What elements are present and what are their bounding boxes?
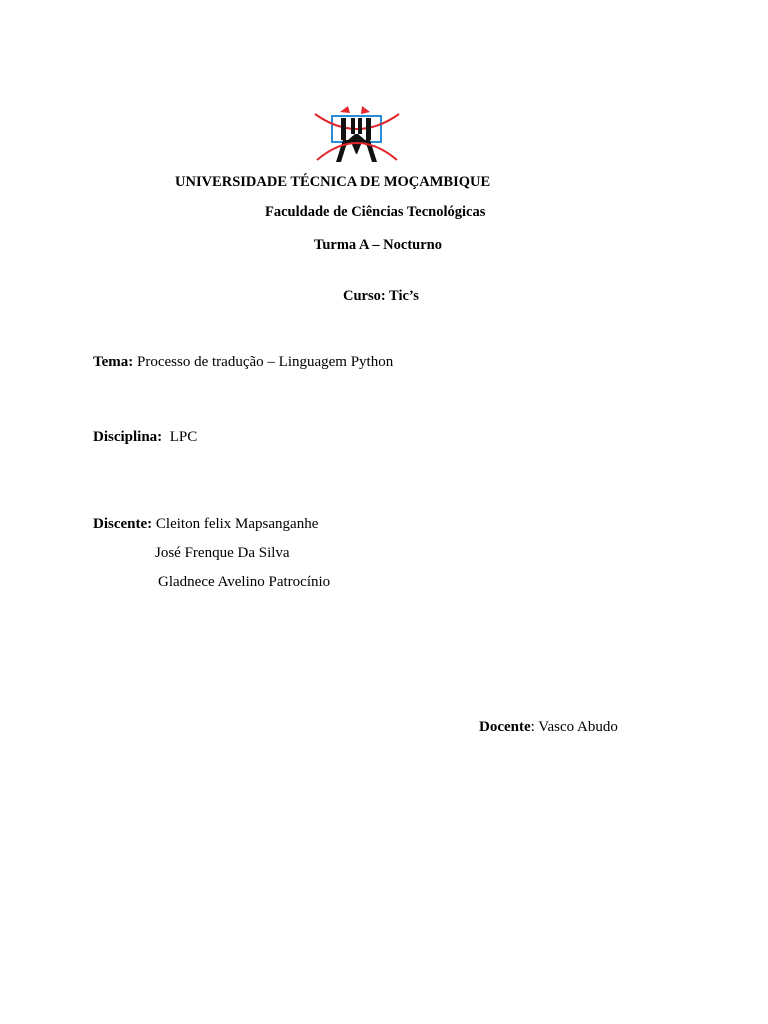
university-logo-icon <box>312 104 402 164</box>
theme-label: Tema: <box>93 354 134 370</box>
students-line <box>93 516 318 533</box>
student-name: Cleiton felix Mapsanganhe <box>152 516 319 532</box>
teacher-label: Docente <box>479 719 531 735</box>
faculty-name: Faculdade de Ciências Tecnológicas <box>265 204 486 220</box>
class-name: Turma A – Nocturno <box>314 237 442 253</box>
theme-value: Processo de tradução – Linguagem Python <box>133 354 394 370</box>
student-name: Gladnece Avelino Patrocínio <box>158 574 331 590</box>
student-name: José Frenque Da Silva <box>155 545 290 561</box>
teacher-line <box>479 719 618 736</box>
theme-line <box>93 354 393 371</box>
discipline-value: LPC <box>162 429 198 445</box>
discipline-label: Disciplina: <box>93 429 163 445</box>
course-name: Curso: Tic’s <box>343 288 419 304</box>
students-label: Discente: <box>93 516 153 532</box>
university-name: UNIVERSIDADE TÉCNICA DE MOÇAMBIQUE <box>175 174 491 190</box>
discipline-line <box>93 429 197 446</box>
teacher-value: : Vasco Abudo <box>530 719 618 735</box>
